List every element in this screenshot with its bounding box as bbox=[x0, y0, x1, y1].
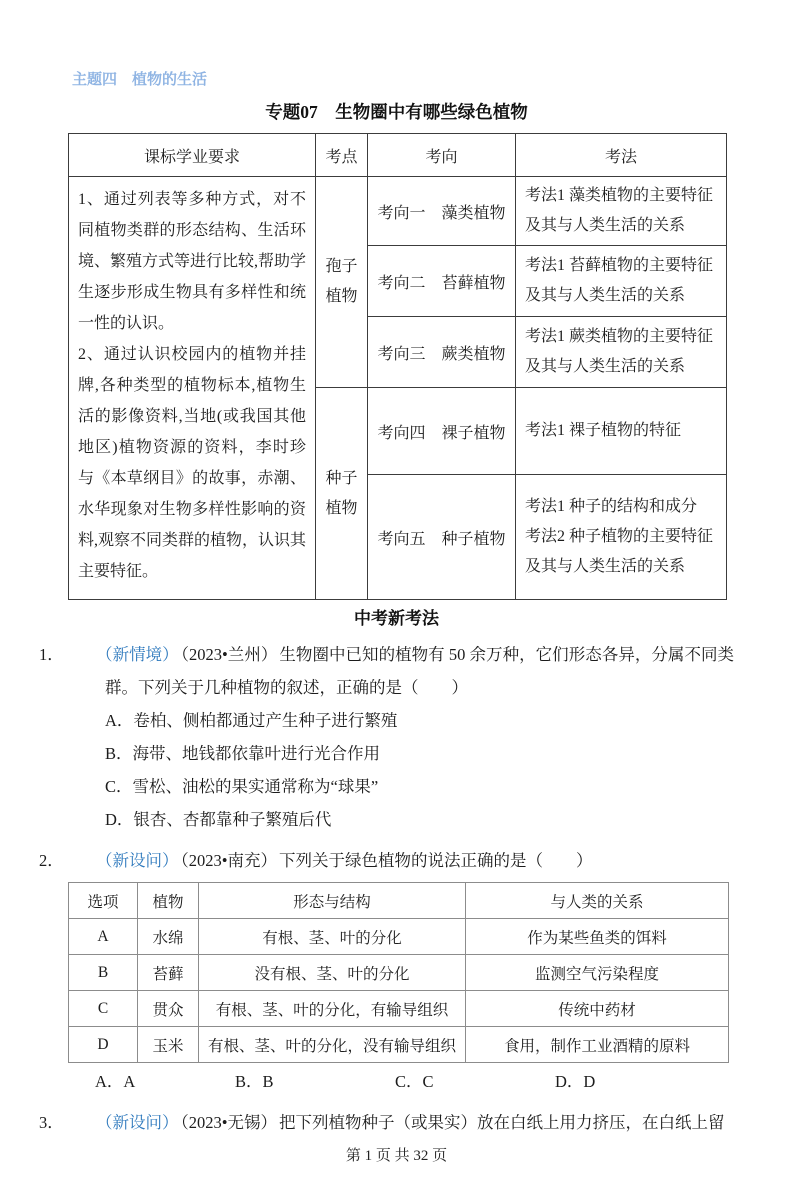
point-cell-seed-plants: 种子植物 bbox=[316, 388, 368, 600]
method-cell bbox=[516, 177, 727, 246]
page-title: 专题07 生物圈中有哪些绿色植物 bbox=[265, 102, 528, 122]
option-a: A．卷柏、侧柏都通过产生种子进行繁殖 bbox=[105, 711, 398, 730]
column-header-point: 考点 bbox=[316, 134, 368, 177]
table-row bbox=[69, 919, 729, 955]
cell-plant: 玉米 bbox=[138, 1027, 199, 1063]
question-stem bbox=[39, 1106, 734, 1139]
cell-structure: 有根、茎、叶的分化，没有输导组织 bbox=[199, 1027, 466, 1063]
question-tag: （新设问） bbox=[96, 851, 179, 870]
question-text: 生物圈中已知的植物有 50 余万种，它们形态各异，分属不同类群。下列关于几种植物的叙述，正确的是（ ） bbox=[105, 645, 735, 697]
table-row bbox=[69, 955, 729, 991]
syllabus-table-header-row bbox=[69, 134, 727, 177]
column-header-option: 选项 bbox=[69, 883, 138, 919]
question-source: （2023•兰州） bbox=[180, 645, 278, 664]
cell-relation: 食用，制作工业酒精的原料 bbox=[466, 1027, 729, 1063]
table-row bbox=[69, 177, 727, 246]
question-tag: （新设问） bbox=[96, 1113, 179, 1132]
option-b: B．海带、地钱都依靠叶进行光合作用 bbox=[105, 744, 381, 763]
column-header-requirements: 课标学业要求 bbox=[69, 134, 316, 177]
option-c: C．雪松、油松的果实通常称为“球果” bbox=[105, 777, 379, 796]
breadcrumb: 主题四 植物的生活 bbox=[72, 72, 208, 88]
direction-cell: 考向二 苔藓植物 bbox=[368, 246, 516, 317]
method-line: 考法1 苔藓植物的主要特征及其与人类生活的关系 bbox=[525, 257, 714, 304]
question-stem bbox=[39, 844, 734, 877]
cell-plant: 贯众 bbox=[138, 991, 199, 1027]
question-1 bbox=[39, 638, 735, 836]
cell-structure: 有根、茎、叶的分化，有输导组织 bbox=[199, 991, 466, 1027]
question-2-table bbox=[68, 882, 729, 1063]
method-line: 考法1 种子的结构和成分 bbox=[525, 498, 698, 515]
cell-relation: 作为某些鱼类的饵料 bbox=[466, 919, 729, 955]
point-cell-spore-plants: 孢子植物 bbox=[316, 177, 368, 388]
question-number: 3． bbox=[39, 1113, 64, 1132]
answer-choice-b: B．B bbox=[235, 1072, 274, 1091]
question-number: 2． bbox=[39, 851, 64, 870]
question-text: 下列关于绿色植物的说法正确的是（ ） bbox=[279, 851, 593, 870]
cell-relation: 监测空气污染程度 bbox=[466, 955, 729, 991]
question-source: （2023•无锡） bbox=[180, 1113, 278, 1132]
cell-plant: 苔藓 bbox=[138, 955, 199, 991]
answer-choice-d: D．D bbox=[555, 1072, 596, 1091]
column-header-direction: 考向 bbox=[368, 134, 516, 177]
column-header-structure: 形态与结构 bbox=[199, 883, 466, 919]
cell-option: A bbox=[69, 919, 138, 955]
answer-choice-a: A．A bbox=[95, 1072, 136, 1091]
question-2-table-header-row bbox=[69, 883, 729, 919]
cell-structure: 有根、茎、叶的分化 bbox=[199, 919, 466, 955]
question-text: 把下列植物种子（或果实）放在白纸上用力挤压，在白纸上留 bbox=[279, 1113, 725, 1132]
cell-option: D bbox=[69, 1027, 138, 1063]
method-cell bbox=[516, 317, 727, 388]
method-line: 考法2 种子植物的主要特征及其与人类生活的关系 bbox=[525, 528, 714, 575]
answer-choices bbox=[95, 1066, 793, 1098]
table-row bbox=[69, 1027, 729, 1063]
requirement-paragraph: 2、通过认识校园内的植物并挂牌,各种类型的植物标本,植物生活的影像资料,当地(或我国其他地区)植物资源的资料，李时珍与《本草纲目》的故事，赤潮、水华现象对生物多样性影响的资料,观察不同类群的植物，认识其主要特征。 bbox=[78, 346, 307, 580]
direction-cell: 考向三 蕨类植物 bbox=[368, 317, 516, 388]
document-page bbox=[0, 70, 793, 1192]
cell-option: B bbox=[69, 955, 138, 991]
method-line: 考法1 蕨类植物的主要特征及其与人类生活的关系 bbox=[525, 328, 714, 375]
answer-choice-c: C．C bbox=[395, 1072, 434, 1091]
cell-structure: 没有根、茎、叶的分化 bbox=[199, 955, 466, 991]
section-title: 中考新考法 bbox=[354, 609, 439, 628]
method-line: 考法1 藻类植物的主要特征及其与人类生活的关系 bbox=[525, 187, 714, 234]
option-d: D．银杏、杏都靠种子繁殖后代 bbox=[105, 810, 332, 829]
syllabus-table bbox=[68, 133, 727, 600]
question-2 bbox=[39, 844, 734, 877]
method-line: 考法1 裸子植物的特征 bbox=[525, 422, 682, 439]
requirement-paragraph: 1、通过列表等多种方式，对不同植物类群的形态结构、生活环境、繁殖方式等进行比较,帮助学生逐步形成生物具有多样性和统一性的认识。 bbox=[78, 191, 307, 332]
direction-cell: 考向一 藻类植物 bbox=[368, 177, 516, 246]
column-header-relation: 与人类的关系 bbox=[466, 883, 729, 919]
column-header-plant: 植物 bbox=[138, 883, 199, 919]
question-source: （2023•南充） bbox=[180, 851, 278, 870]
question-3 bbox=[39, 1106, 734, 1139]
requirements-cell bbox=[69, 177, 316, 600]
method-cell bbox=[516, 475, 727, 600]
column-header-method: 考法 bbox=[516, 134, 727, 177]
page-number: 第 1 页 共 32 页 bbox=[345, 1148, 448, 1164]
table-row bbox=[69, 991, 729, 1027]
cell-plant: 水绵 bbox=[138, 919, 199, 955]
method-cell bbox=[516, 388, 727, 475]
question-stem bbox=[39, 638, 735, 704]
question-tag: （新情境） bbox=[96, 645, 179, 664]
cell-option: C bbox=[69, 991, 138, 1027]
method-cell bbox=[516, 246, 727, 317]
direction-cell: 考向四 裸子植物 bbox=[368, 388, 516, 475]
direction-cell: 考向五 种子植物 bbox=[368, 475, 516, 600]
cell-relation: 传统中药材 bbox=[466, 991, 729, 1027]
question-number: 1． bbox=[39, 645, 64, 664]
